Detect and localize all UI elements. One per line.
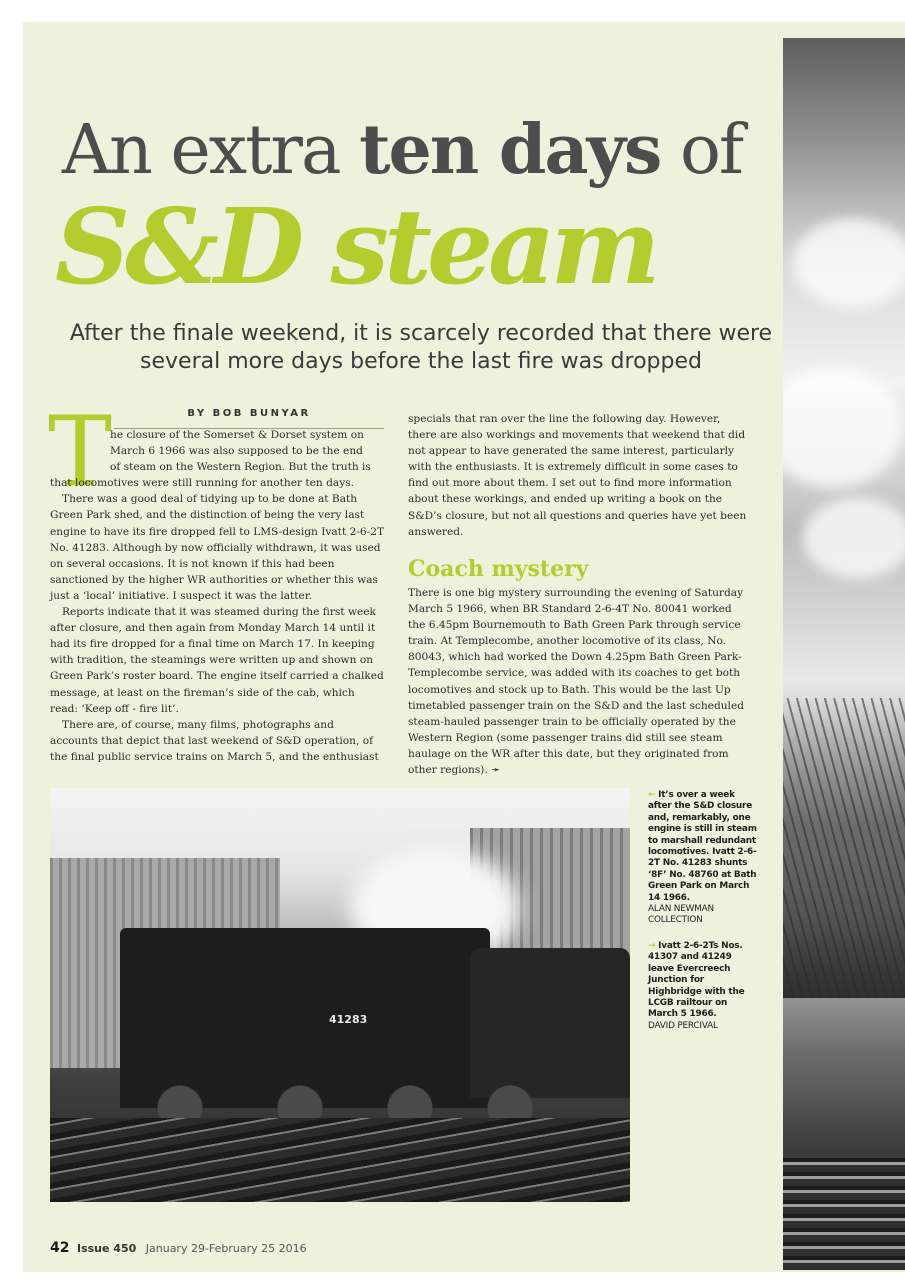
photo-tracks	[50, 1118, 630, 1202]
issue-number: Issue 450	[76, 1242, 137, 1255]
drop-cap: T	[48, 396, 113, 508]
caption-main-photo	[648, 790, 758, 927]
body-line: March 6 1966 was also supposed to be the end	[110, 445, 363, 458]
body-paragraph: There was a good deal of tidying up to be done at Bath Green Park shed, and the distinction of being the very last engine to have its fire dropped fell to LMS-design Ivatt 2-6-2T No. 41283. Although by now officially withdrawn, it was used on several occasions. It is not known if this had been sanctioned by the higher WR authorities or whether this was just a ‘local’ initiative. I suspect it was the latter.	[50, 493, 385, 602]
standfirst: After the finale weekend, it is scarcely recorded that there were several more days before the last fire was dropped	[69, 321, 773, 374]
body-paragraph: There are, of course, many films, photographs and accounts that depict that last weekend of S&D operation, of the final public service trains on March 5, and the enthusiast	[50, 718, 379, 763]
photo-8f-engine	[470, 948, 630, 1098]
headline-light-b: of	[679, 111, 743, 190]
body-column-2-continued	[408, 585, 748, 778]
subhead-coach-mystery: Coach mystery	[408, 556, 589, 582]
main-photo-locomotive	[50, 788, 630, 1202]
body-paragraph	[408, 585, 748, 778]
continue-arrow-icon: ➛	[491, 764, 501, 777]
body-column-1	[50, 427, 384, 765]
caption-credit: ALAN NEWMAN COLLECTION	[648, 904, 714, 926]
body-paragraph: specials that ran over the line the following day. However, there are also workings and movements that weekend that did not appear to have generated the same interest, particularly with the enthusiasts. It is extremely difficult in some cases to find out more about them. I set out to find more information about these workings, and ended up writing a book on the S&D’s closure, but not all questions and queries have yet been answered.	[408, 413, 747, 538]
left-arrow-icon: ←	[648, 790, 656, 800]
page-number: 42	[50, 1240, 70, 1256]
body-paragraph: Reports indicate that it was steamed during the first week after closure, and then again from Monday March 14 until it had its fire dropped for a final time on March 17. In keeping with tradition, the steamings were written up and shown on Green Park’s roster board. The engine itself carried a chalked message, at least on the fireman’s side of the cab, which read: ‘Keep off - fire lit’.	[50, 606, 384, 715]
issue-date: January 29-February 25 2016	[145, 1242, 307, 1255]
headline-light-a: An extra	[62, 111, 340, 190]
photo-captions	[648, 790, 758, 1046]
body-paragraph-text: There is one big mystery surrounding the evening of Saturday March 5 1966, when BR Standard 2-6-4T No. 80041 worked the 6.45pm Bournemouth to Bath Green Park through service train. At Templecombe, another locomotive of its class, No. 80043, which had worked the Down 4.25pm Bath Green Park-Templecombe service, was added with its coaches to get both locomotives and stock up to Bath. This would be the last Up timetabled passenger train on the S&D and the last scheduled steam-hauled passenger train to be officially operated by the Western Region (some passenger trains did still see steam haulage on the WR after this date, but they originated from other regions).	[408, 587, 744, 777]
body-line: that locomotives were still running for another ten days.	[50, 477, 355, 490]
page-footer	[50, 1240, 307, 1256]
caption-text: Ivatt 2-6-2Ts Nos. 41307 and 41249 leave Evercreech Junction for Highbridge with the LCGB railtour on March 5 1966.	[648, 940, 745, 1020]
headline-line-2: S&D steam	[55, 185, 656, 308]
headline-line-1	[62, 110, 762, 191]
caption-right-photo	[648, 941, 758, 1032]
right-arrow-icon: →	[648, 940, 656, 951]
caption-text: It’s over a week after the S&D closure and, remarkably, one engine is still in steam to marshall redundant locomotives. Ivatt 2-6-2T No. 41283 shunts ‘8F’ No. 48760 at Bath Green Park on March 14 1966.	[648, 790, 757, 903]
body-column-2	[408, 411, 748, 540]
caption-credit: DAVID PERCIVAL	[648, 1020, 718, 1031]
body-line: of steam on the Western Region. But the truth is	[110, 461, 371, 474]
right-edge-photo	[783, 38, 905, 1270]
body-line: he closure of the Somerset & Dorset system on	[110, 429, 364, 441]
byline: BY BOB BUNYAR	[187, 408, 311, 419]
photo-loco-number: 41283	[329, 1013, 368, 1026]
headline-bold: ten days	[359, 110, 661, 190]
